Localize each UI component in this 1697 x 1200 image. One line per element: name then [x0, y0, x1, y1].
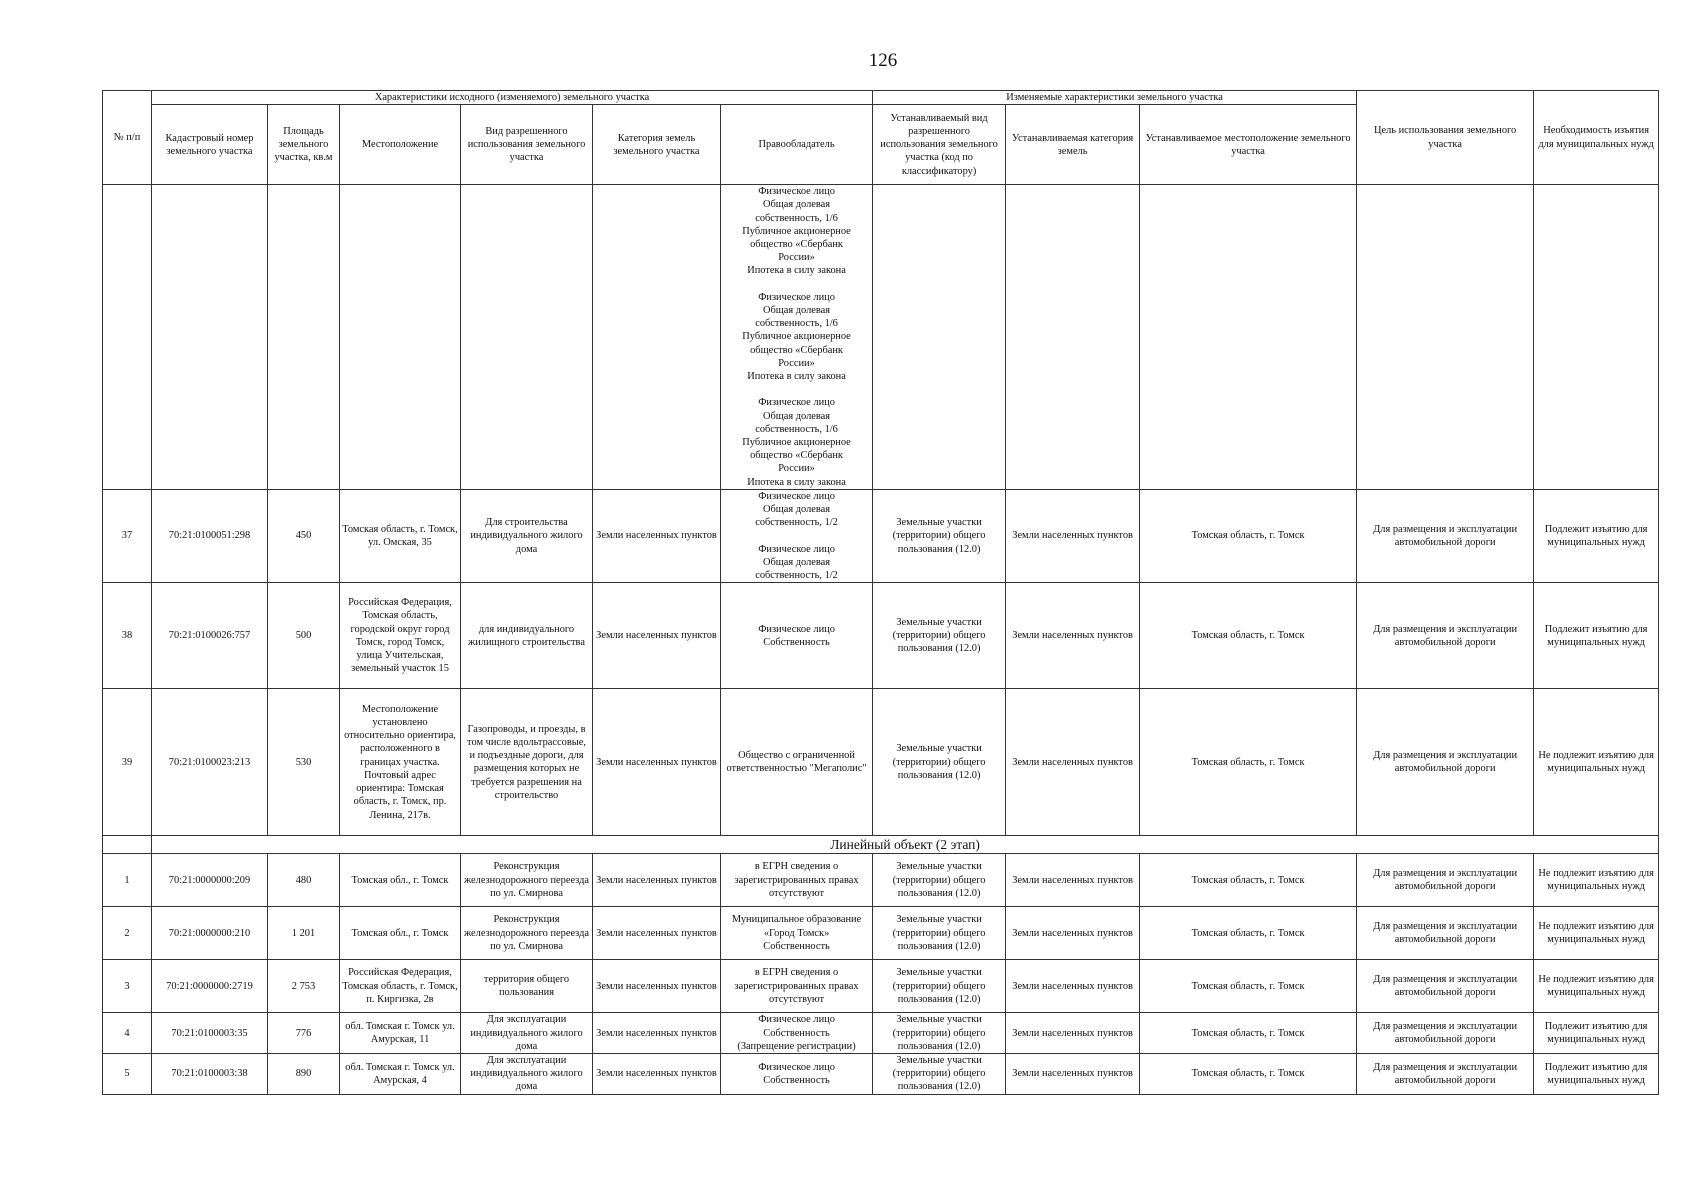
cell-new-location: Томская область, г. Томск	[1140, 1013, 1357, 1054]
cell-owner: в ЕГРН сведения о зарегистрированных правах отсутствуют	[721, 960, 873, 1013]
cell-seizure: Не подлежит изъятию для муниципальных нужд	[1534, 960, 1659, 1013]
section-title: Линейный объект (2 этап)	[152, 836, 1659, 854]
cell-area: 530	[268, 689, 340, 836]
header-purpose: Цель использования земельного участка	[1357, 91, 1534, 185]
cell-cadastral: 70:21:0100023:213	[152, 689, 268, 836]
cell-category: Земли населенных пунктов	[593, 1053, 721, 1094]
cell-location: Томская обл., г. Томск	[340, 854, 461, 907]
cell-category: Земли населенных пунктов	[593, 489, 721, 582]
cell-permitted-use: для индивидуального жилищного строительства	[461, 583, 593, 689]
cell-category: Земли населенных пунктов	[593, 583, 721, 689]
cell-seizure: Не подлежит изъятию для муниципальных нужд	[1534, 689, 1659, 836]
cell-area: 2 753	[268, 960, 340, 1013]
land-plots-table	[102, 90, 1659, 1095]
cell-cadastral: 70:21:0100003:35	[152, 1013, 268, 1054]
table-row	[103, 854, 1659, 907]
cell-location: обл. Томская г. Томск ул. Амурская, 11	[340, 1013, 461, 1054]
header-category: Категория земель земельного участка	[593, 105, 721, 185]
cell-owner: Физическое лицо Общая долевая собственность, 1/6 Публичное акционерное общество «Сбербанк России» Ипотека в силу закона Физическое лицо Общая долевая собственность, 1/6 Публичное акционерное общество «Сбербанк России» Ипотека в силу закона Физическое лицо Общая долевая собственность, 1/6 Публичное акционерное общество «Сбербанк России» Ипотека в силу закона	[721, 185, 873, 490]
cell-cadastral: 70:21:0000000:209	[152, 854, 268, 907]
cell-purpose: Для размещения и эксплуатации автомобильной дороги	[1357, 854, 1534, 907]
section-row	[103, 836, 1659, 854]
cell-location: Местоположение установлено относительно ориентира, расположенного в границах участка. Почтовый адрес ориентира: Томская область, г. Томск, пр. Ленина, 217в.	[340, 689, 461, 836]
header-seizure: Необходимость изъятия для муниципальных нужд	[1534, 91, 1659, 185]
header-owner: Правообладатель	[721, 105, 873, 185]
cell-category: Земли населенных пунктов	[593, 907, 721, 960]
header-cadastral: Кадастровый номер земельного участка	[152, 105, 268, 185]
cell-new-category: Земли населенных пунктов	[1006, 854, 1140, 907]
cell-area: 890	[268, 1053, 340, 1094]
cell-seizure: Подлежит изъятию для муниципальных нужд	[1534, 1013, 1659, 1054]
cell-new-category: Земли населенных пунктов	[1006, 1053, 1140, 1094]
cell-num: 38	[103, 583, 152, 689]
cell-new-use: Земельные участки (территории) общего пользования (12.0)	[873, 907, 1006, 960]
table-row	[103, 907, 1659, 960]
cell-permitted-use: Для эксплуатации индивидуального жилого дома	[461, 1013, 593, 1054]
cell-owner: в ЕГРН сведения о зарегистрированных правах отсутствуют	[721, 854, 873, 907]
cell-new-use: Земельные участки (территории) общего пользования (12.0)	[873, 689, 1006, 836]
cell-owner: Физическое лицо Собственность (Запрещение регистрации)	[721, 1013, 873, 1054]
cell-seizure: Подлежит изъятию для муниципальных нужд	[1534, 1053, 1659, 1094]
cell-new-location: Томская область, г. Томск	[1140, 689, 1357, 836]
cell-category: Земли населенных пунктов	[593, 960, 721, 1013]
cell-new-category: Земли населенных пунктов	[1006, 960, 1140, 1013]
cell-cadastral: 70:21:0100026:757	[152, 583, 268, 689]
cell-new-location: Томская область, г. Томск	[1140, 489, 1357, 582]
cell-cadastral: 70:21:0000000:2719	[152, 960, 268, 1013]
table-row	[103, 489, 1659, 582]
header-new-use: Устанавливаемый вид разрешенного использования земельного участка (код по классификатору)	[873, 105, 1006, 185]
cell-location: Российская Федерация, Томская область, г. Томск, п. Киргизка, 2в	[340, 960, 461, 1013]
page-number: 126	[868, 50, 898, 71]
cell-area: 1 201	[268, 907, 340, 960]
cell-owner: Физическое лицо Собственность	[721, 1053, 873, 1094]
cell-new-use: Земельные участки (территории) общего пользования (12.0)	[873, 1013, 1006, 1054]
cell-new-category: Земли населенных пунктов	[1006, 489, 1140, 582]
cell-new-use: Земельные участки (территории) общего пользования (12.0)	[873, 583, 1006, 689]
table-row	[103, 1013, 1659, 1054]
cell-num: 37	[103, 489, 152, 582]
cell-category: Земли населенных пунктов	[593, 1013, 721, 1054]
cell-area: 480	[268, 854, 340, 907]
cell-purpose: Для размещения и эксплуатации автомобильной дороги	[1357, 1053, 1534, 1094]
header-permitted-use: Вид разрешенного использования земельного участка	[461, 105, 593, 185]
cell-seizure: Не подлежит изъятию для муниципальных нужд	[1534, 854, 1659, 907]
cell-permitted-use: территория общего пользования	[461, 960, 593, 1013]
cell-purpose: Для размещения и эксплуатации автомобильной дороги	[1357, 689, 1534, 836]
cell-num: 2	[103, 907, 152, 960]
header-group-source: Характеристики исходного (изменяемого) земельного участка	[152, 91, 873, 105]
cell-permitted-use: Реконструкция железнодорожного переезда по ул. Смирнова	[461, 907, 593, 960]
header-new-location: Устанавливаемое местоположение земельного участка	[1140, 105, 1357, 185]
cell-permitted-use: Реконструкция железнодорожного переезда по ул. Смирнова	[461, 854, 593, 907]
cell-permitted-use: Газопроводы, и проезды, в том числе вдольтрассовые, и подъездные дороги, для размещения которых не требуется разрешения на строительство	[461, 689, 593, 836]
cell-purpose: Для размещения и эксплуатации автомобильной дороги	[1357, 489, 1534, 582]
cell-seizure: Подлежит изъятию для муниципальных нужд	[1534, 583, 1659, 689]
cell-purpose: Для размещения и эксплуатации автомобильной дороги	[1357, 907, 1534, 960]
cell-new-location: Томская область, г. Томск	[1140, 1053, 1357, 1094]
cell-new-category: Земли населенных пунктов	[1006, 583, 1140, 689]
header-location: Местоположение	[340, 105, 461, 185]
cell-new-category: Земли населенных пунктов	[1006, 907, 1140, 960]
cell-num: 3	[103, 960, 152, 1013]
cell-owner: Физическое лицо Общая долевая собственность, 1/2 Физическое лицо Общая долевая собственность, 1/2	[721, 489, 873, 582]
header-area: Площадь земельного участка, кв.м	[268, 105, 340, 185]
cell-permitted-use: Для строительства индивидуального жилого дома	[461, 489, 593, 582]
cell-location: Томская обл., г. Томск	[340, 907, 461, 960]
table-row	[103, 960, 1659, 1013]
table-row	[103, 583, 1659, 689]
cell-new-use: Земельные участки (территории) общего пользования (12.0)	[873, 1053, 1006, 1094]
table-header	[103, 91, 1659, 185]
cell-permitted-use: Для эксплуатации индивидуального жилого дома	[461, 1053, 593, 1094]
header-group-changed: Изменяемые характеристики земельного участка	[873, 91, 1357, 105]
cell-location: Томская область, г. Томск, ул. Омская, 35	[340, 489, 461, 582]
cell-cadastral: 70:21:0100051:298	[152, 489, 268, 582]
cell-purpose: Для размещения и эксплуатации автомобильной дороги	[1357, 1013, 1534, 1054]
cell-purpose: Для размещения и эксплуатации автомобильной дороги	[1357, 583, 1534, 689]
table-row	[103, 1053, 1659, 1094]
cell-owner: Общество с ограниченной ответственностью "Мегаполис"	[721, 689, 873, 836]
cell-num: 1	[103, 854, 152, 907]
cell-seizure: Не подлежит изъятию для муниципальных нужд	[1534, 907, 1659, 960]
cell-purpose: Для размещения и эксплуатации автомобильной дороги	[1357, 960, 1534, 1013]
header-new-category: Устанавливаемая категория земель	[1006, 105, 1140, 185]
cell-new-location: Томская область, г. Томск	[1140, 854, 1357, 907]
cell-new-use: Земельные участки (территории) общего пользования (12.0)	[873, 854, 1006, 907]
cell-area: 776	[268, 1013, 340, 1054]
cell-owner: Физическое лицо Собственность	[721, 583, 873, 689]
table-row	[103, 689, 1659, 836]
cell-owner: Муниципальное образование «Город Томск» Собственность	[721, 907, 873, 960]
cell-new-category: Земли населенных пунктов	[1006, 689, 1140, 836]
cell-cadastral: 70:21:0100003:38	[152, 1053, 268, 1094]
cell-num: 5	[103, 1053, 152, 1094]
cell-new-category: Земли населенных пунктов	[1006, 1013, 1140, 1054]
cell-location: обл. Томская г. Томск ул. Амурская, 4	[340, 1053, 461, 1094]
cell-area: 500	[268, 583, 340, 689]
cell-new-use: Земельные участки (территории) общего пользования (12.0)	[873, 489, 1006, 582]
cell-new-location: Томская область, г. Томск	[1140, 583, 1357, 689]
table-row-continuation	[103, 185, 1659, 490]
cell-seizure: Подлежит изъятию для муниципальных нужд	[1534, 489, 1659, 582]
cell-cadastral: 70:21:0000000:210	[152, 907, 268, 960]
cell-new-location: Томская область, г. Томск	[1140, 960, 1357, 1013]
header-num: № п/п	[103, 91, 152, 185]
cell-area: 450	[268, 489, 340, 582]
cell-num: 4	[103, 1013, 152, 1054]
cell-new-location: Томская область, г. Томск	[1140, 907, 1357, 960]
cell-category: Земли населенных пунктов	[593, 854, 721, 907]
cell-category: Земли населенных пунктов	[593, 689, 721, 836]
cell-location: Российская Федерация, Томская область, городской округ город Томск, город Томск, улица Учительская, земельный участок 15	[340, 583, 461, 689]
cell-new-use: Земельные участки (территории) общего пользования (12.0)	[873, 960, 1006, 1013]
cell-num: 39	[103, 689, 152, 836]
